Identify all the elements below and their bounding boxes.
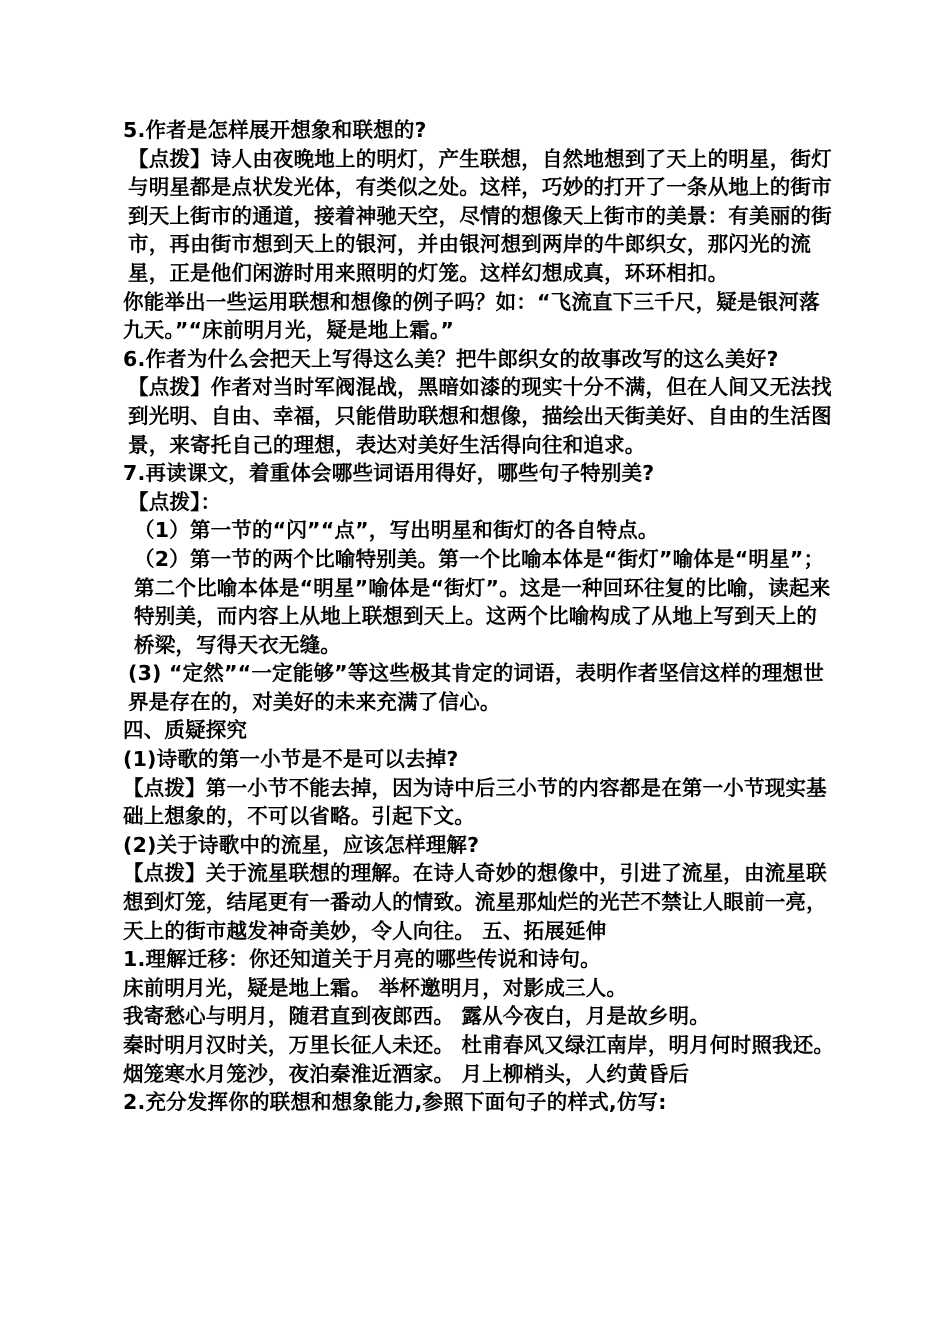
question-7: 7.再读课文，着重体会哪些词语用得好，哪些句子特别美? — [123, 461, 655, 486]
question-6: 6.作者为什么会把天上写得这么美？把牛郎织女的故事改写的这么美好? — [123, 346, 779, 371]
extension-item-2: 2.充分发挥你的联想和想象能力,参照下面句子的样式,仿写: — [123, 1090, 667, 1115]
hint-paragraph: 【点拨】诗人由夜晚地上的明灯，产生联想，自然地想到了天上的明星，街灯与明星都是点状发光体，有类似之处。这样，巧妙的打开了一条从地上的街市到天上街市的通道，接着神驰天空，尽情的想像天上街市的美景：有美丽的街市，再由街市想到天上的银河，并由银河想到两岸的牛郎织女，那闪光的流星，正是他们闲游时用来照明的灯笼。这样幻想成真，环环相扣。 — [128, 146, 832, 285]
question-5: 5.作者是怎样展开想象和联想的? — [123, 118, 427, 142]
document-page — [118, 116, 836, 1117]
hint-heading: 【点拨】： — [128, 489, 222, 514]
poem-line: 我寄愁心与明月，随君直到夜郎西。 露从今夜白，月是故乡明。 — [123, 1004, 710, 1029]
hint-paragraph: 【点拨】作者对当时军阀混战，黑暗如漆的现实十分不满，但在人间又无法找到光明、自由、幸福，只能借助联想和想像，描绘出天街美好、自由的生活图景，来寄托自己的理想，表达对美好生活得向往和追求。 — [128, 375, 832, 457]
hint-paragraph: 【点拨】关于流星联想的理解。在诗人奇妙的想像中，引进了流星，由流星联想到灯笼，结尾更有一番动人的情致。流星那灿烂的光芒不禁让人眼前一亮，天上的街市越发神奇美妙，令人向往。 五、拓展延伸 — [123, 861, 827, 943]
extension-item-1: 1.理解迁移：你还知道关于月亮的哪些传说和诗句。 — [123, 947, 601, 972]
hint-item-2: （2）第一节的两个比喻特别美。第一个比喻本体是“街灯”喻体是“明星”；第二个比喻本体是“明星”喻体是“街灯”。这是一种回环往复的比喻，读起来特别美，而内容上从地上联想到天上。这两个比喻构成了从地上写到天上的桥梁，写得天衣无缝。 — [134, 546, 831, 657]
hint-item-1: （1）第一节的“闪”“点”，写出明星和街灯的各自特点。 — [134, 518, 659, 543]
poem-line: 床前明月光，疑是地上霜。 举杯邀明月，对影成三人。 — [123, 975, 628, 1000]
inquiry-question-2: (2)关于诗歌中的流星，应该怎样理解? — [123, 832, 480, 857]
body-paragraph: 你能举出一些运用联想和想像的例子吗？如：“飞流直下三千尺，疑是银河落九天。”“床前明月光，疑是地上霜。” — [123, 289, 820, 343]
inquiry-question-1: (1)诗歌的第一小节是不是可以去掉? — [123, 747, 459, 772]
hint-paragraph: 【点拨】第一小节不能去掉，因为诗中后三小节的内容都是在第一小节现实基础上想象的，不可以省略。引起下文。 — [123, 775, 827, 829]
section-heading: 四、质疑探究 — [123, 718, 248, 743]
hint-item-3: (3) “定然”“一定能够”等这些极其肯定的词语，表明作者坚信这样的理想世界是存在的，对美好的未来充满了信心。 — [128, 661, 824, 714]
poem-line: 秦时明月汉时关，万里长征人未还。 杜甫春风又绿江南岸，明月何时照我还。 烟笼寒水月笼沙，夜泊秦淮近酒家。 月上柳梢头，人约黄昏后 — [123, 1033, 835, 1086]
